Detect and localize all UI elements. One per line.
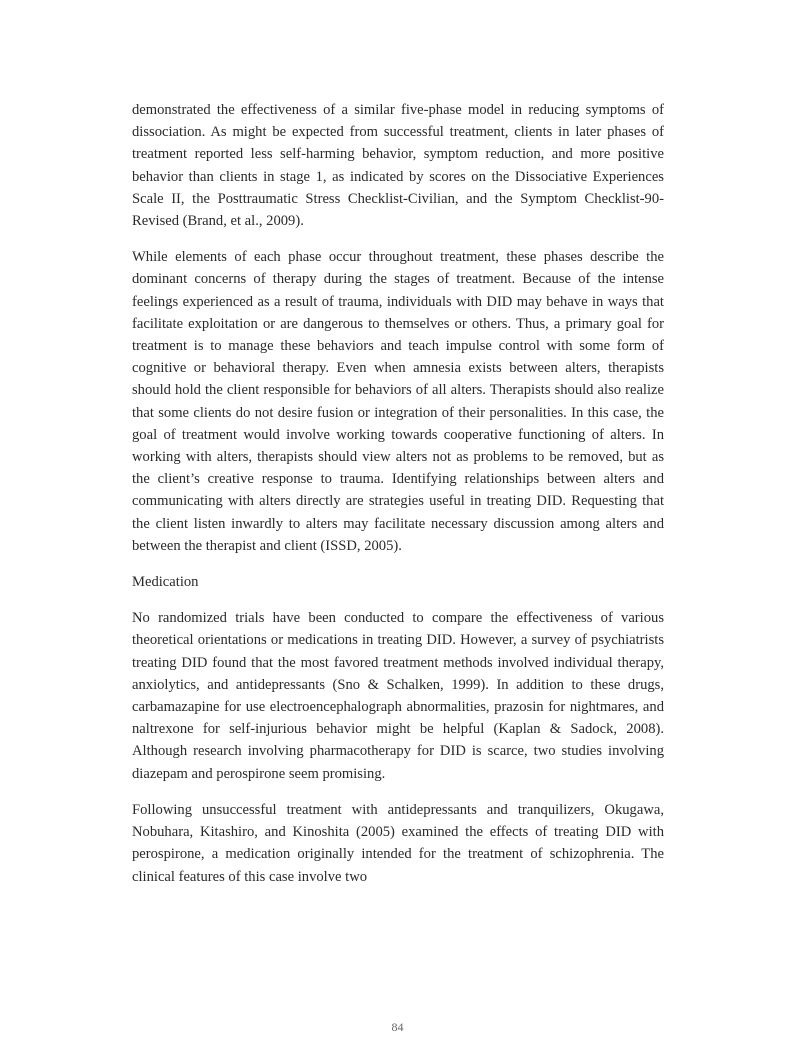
section-heading-medication: Medication [132, 574, 199, 591]
paragraph-perospirone-study: Following unsuccessful treatment with antidepressants and tranquilizers, Okugawa, Nobuhara, Kitashiro, and Kinoshita (2005) examined the effects of treating DID with perospirone, a medication originally intended for the treatment of schizophrenia. The clinical features of this case involve two [132, 801, 664, 885]
document-page [132, 99, 664, 902]
page-number: 84 [391, 1020, 404, 1034]
paragraph-treatment-phases: While elements of each phase occur throughout treatment, these phases describe the dominant concerns of therapy during the stages of treatment. Because of the intense feelings experienced as a result of trauma, individuals with DID may behave in ways that facilitate exploitation or are dangerous to themselves or others. Thus, a primary goal for treatment is to manage these behaviors and teach impulse control with some form of cognitive or behavioral therapy. Even when amnesia exists between alters, therapists should hold the client responsible for behaviors of all alters. Therapists should also realize that some clients do not desire fusion or integration of their personalities. In this case, the goal of treatment would involve working towards cooperative functioning of alters. In working with alters, therapists should view alters not as problems to be removed, but as the client’s creative response to trauma. Identifying relationships between alters and communicating with alters directly are strategies useful in treating DID. Requesting that the client listen inwardly to alters may facilitate necessary discussion among alters and between the therapist and client (ISSD, 2005). [132, 249, 664, 554]
paragraph-randomized-trials: No randomized trials have been conducted to compare the effectiveness of various theoretical orientations or medications in treating DID. However, a survey of psychiatrists treating DID found that the most favored treatment methods involved individual therapy, anxiolytics, and antidepressants (Sno & Schalken, 1999). In addition to these drugs, carbamazapine for use electroencephalograph abnormalities, prazosin for nightmares, and naltrexone for self-injurious behavior might be helpful (Kaplan & Sadock, 2008). Although research involving pharmacotherapy for DID is scarce, two studies involving diazepam and perospirone seem promising. [132, 610, 664, 782]
paragraph-five-phase-model: demonstrated the effectiveness of a similar five-phase model in reducing symptoms of dissociation. As might be expected from successful treatment, clients in later phases of treatment reported less self-harming behavior, symptom reduction, and more positive behavior than clients in stage 1, as indicated by scores on the Dissociative Experiences Scale II, the Posttraumatic Stress Checklist-Civilian, and the Symptom Checklist-90-Revised (Brand, et al., 2009). [132, 102, 664, 230]
